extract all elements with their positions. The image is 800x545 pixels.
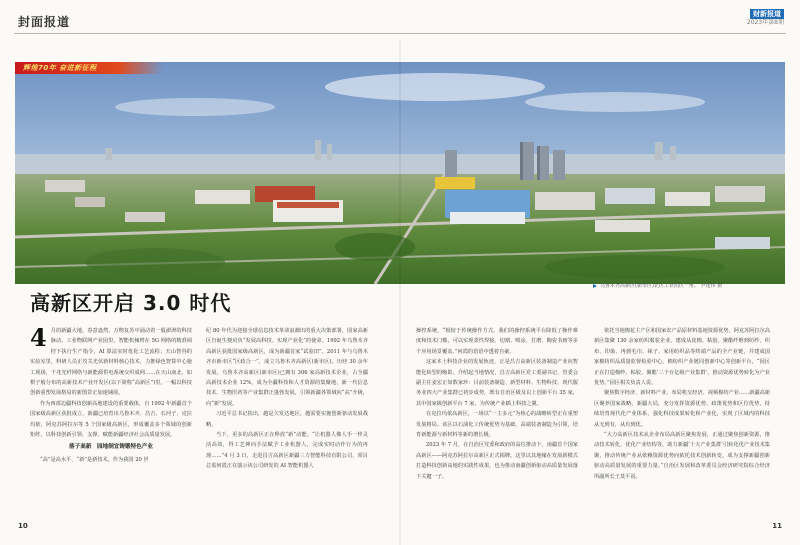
section-label: 封面报道 [18, 15, 71, 29]
paragraph: 当下，更多的高新区正在释放“新”动能。“让机器人像人手一样灵活高效，得工艺伸向手法赋予工业机器人，完成实时动作行为的再现……”4 月 3 日，走进昌吉高新区新疆三力智能科技有限公司，项目总监何霞正在演示该公司研发的 AI 智能机器人 [206, 432, 368, 470]
paragraph: 依托当地棉花主产区和国家农产品原材料基地资源优势，阿克苏阿拉尔高新区集聚 130 余家纺织服装企业，建成从皮棉、粘胶、聚酯纤维到纺纱、织布、印染、再到毛巾、袜子、家用纺织品等终端产品的全产业链，并建成国家棉纺织品质量监督检验中心，棉纺织产业链同创新中心等创新平台，“园区正在打造棉纱、粘胶、聚酯‘三个百亿级产业集群’，推动资源优势转化为产业优势。”园区相关负责人说。 [594, 328, 771, 387]
subheading: 落子高新 园地制宜铸锻特色产业 [69, 444, 153, 451]
issue-label: 2023年第8期 [746, 19, 784, 26]
column-4 [594, 326, 770, 482]
brand-block [747, 9, 784, 27]
paragraph: 操控系统，“相较于传统操作方式，我们的操控系统平台降低了操作难度和技术门槛，可以实现柔性焊接、切割、喷涂、打磨、陶瓷书画等多个应用场景覆盖。”何霞的语语中透着自豪。 [416, 328, 578, 355]
caption-text: 乌鲁木齐高新区(新市区)北区工业园区一角。 尹建伟 摄 [600, 283, 723, 289]
brand-logo: 财新报道 [750, 9, 784, 19]
paragraph: 这家本土科技企业的发展轨迹，正是昌吉高新区装备制造产业向智能化转型的缩影。介绍起当地情况，昌吉高新区党工委副书记、管委会副主任姜宏正如数家珍：目前装备制造、新型材料、生物科技、现代服务业四大产业集群已初步成势，既有自治区级及以上创新平台 35 家，其中国家级创新平台 7 家，为传统产业插上科技之翼。 [416, 359, 578, 407]
photo-caption [593, 282, 722, 289]
column-3 [416, 326, 578, 482]
paragraph: 在克拉玛依高新区，一场以“一主多元”为核心的战略转型正在重塑发展格局。该区以石油化工传统优势为基础，高端装备制造为引领，培育新能源与新材料等新的增长极。 [416, 411, 578, 439]
column-2 [206, 326, 368, 472]
paragraph: 习近平总书记指出，越是欠发达地区，越需要实施创新驱动发展战略。 [206, 411, 368, 428]
header-rule [14, 33, 786, 34]
article-title: 高新区开启 3.0 时代 [30, 291, 232, 315]
paragraph: 2023 年 7 月，在自治区党委和政府的高位推动下，南疆首个国家高新区——阿克苏阿拉尔高新区正式揭牌。这里以其地缘在发展新模式打造科技创新高地的实践性成果，也为推动南疆创新驱动高质量发展落下关键一子。 [416, 442, 578, 480]
column-1 [30, 323, 192, 465]
page-number-right: 11 [772, 522, 782, 530]
paragraph: “高”是高水平，“新”是新技术。作为我国 20 世 [40, 456, 149, 463]
paragraph: 聚焦数字经济、新材料产业、布局机交经济、视频棉纺产业……新疆高新区聚养国家战略、新疆大局，充分发挥资源优势、政策优势和区位优势，持续培育现代化产业体系，强化科技成果转化和产业化，实现了区域内的科技从无到有，从有到优。 [594, 390, 771, 428]
caption-triangle-icon [593, 284, 597, 288]
page-fold [399, 40, 401, 545]
page-number-left: 10 [18, 522, 28, 530]
paragraph: 纪 80 年代为迎接全球信息技术革命浪潮出的重大决策部署，国家高新区自诞生便肩负“发展高科技、实现产业化”的使命。1992 年乌鲁木齐高新区获批国家级高新区，成为新疆首家“试验田”。2011 年与乌鲁木齐市新市区“区政合一”，成立乌鲁木齐高新区(新市区)。历经 30 余年发展，乌鲁木齐高新区(新市区)已拥有 306 家高新技术企业，占全疆高新技术企业 12%，成为全疆科技和人才资源的集聚地、新一代信息技术、生物医药等产业集群正蓬勃发展，引领新疆各领域向“高”升级，向“新”发展。 [206, 328, 368, 407]
dropcap: 4 [30, 323, 47, 352]
paragraph: 作为西部边疆科技创新高地建设的重要载体，自 1992 年新疆首个国家级高新区获批成立，新疆已培育出乌鲁木齐、昌吉、石河子、克拉玛依、阿克苏阿拉尔等 5 个国家级高新区，形成覆盖多个领域的创新矩阵，以科技创新引领、支撑、赋能新疆经济社会高质量发展。 [30, 400, 192, 439]
anniversary-banner: 辉煌70年 奋进新征程 [15, 62, 163, 74]
paragraph: 月的新疆大地，春意盎然，万物复苏中涌动着一股澎湃的科技脉动。工业物联网产业园里，智能机械臂在 5G 网络的精准调控下执行生产指令，AI 算法实时优化工艺流程；天山智谷的实验室里，科研人员正攻关光伏新材料核心技术，力推绿色智算中心施工现场，千兆光纤网络与新能源供电系统交织成网……在天山南北，如棋子般分布的高新技术产业开发区(以下简称“高新区”)里，一幅以科技创新重塑发展格局的新图景正加速铺展。 [30, 328, 192, 397]
paragraph: “大力高新区技术从企业布局高新区聚焦发展，正通过聚焦创新资源，推动技术转化，优化产业结构等，助力新疆‘十大产业集群’引转化优产业技术集聚，推动传统产业从依赖资源优势向依托技术创新转变，成为支撑新疆创新驱动高质量发展的重要力量。”自治区发展和改革委员会经济研究院综合经济所副所长王莫平说。 [594, 432, 770, 480]
